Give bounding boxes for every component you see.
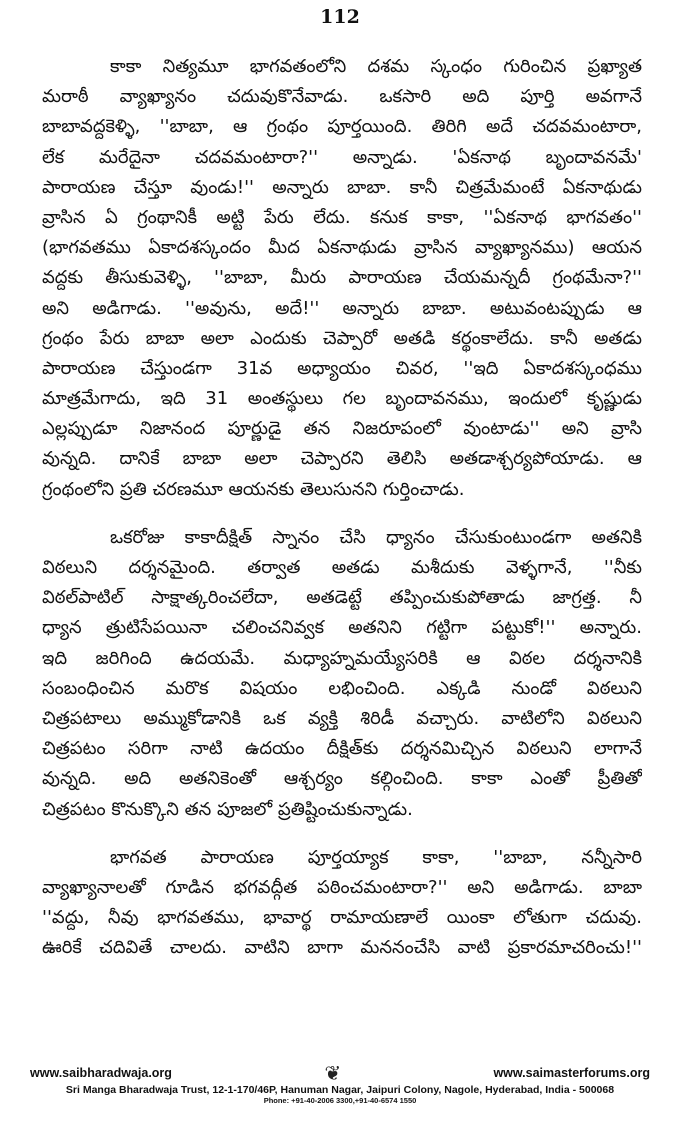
text-line: ఎల్లప్పుడూ నిజానంద పూర్ణుడై తన నిజరూపంలో వుంటాడు'' అని వ్రాసి — [42, 418, 642, 440]
paragraph — [42, 523, 642, 825]
paragraph — [42, 843, 642, 964]
text-line: ధ్యాన త్రుటిసేపయినా చలించనివ్వక అతనిని గట్టిగా పట్టుకో!'' అన్నారు. — [42, 617, 642, 639]
text-line: ఊరికే చదివితే చాలదు. వాటిని బాగా మననంచేసి వాటి ప్రకారమాచరించు!'' — [42, 937, 642, 959]
text-line: వున్నది. అది అతనికెంతో ఆశ్చర్యం కల్గించింది. కాకా ఎంతో ప్రీతితో — [42, 768, 642, 790]
text-line: పారాయణ చేస్తూ వుండు!'' అన్నారు బాబా. కానీ చిత్రమేమంటే ఏకనాథుడు — [42, 176, 642, 198]
text-line: ఇది జరిగింది ఉదయమే. మధ్యాహ్నమయ్యేసరికి ఆ విఠల దర్శనానికి — [42, 647, 642, 669]
text-line: గ్రంథంలోని ప్రతి చరణమూ ఆయనకు తెలుసునని గుర్తించాడు. — [42, 478, 465, 500]
text-line: ''వద్దు, నీవు భాగవతము, భావార్థ రామాయణాలే యింకా లోతుగా చదువు. — [42, 907, 642, 929]
text-line: చిత్రపటాలు అమ్ముకోడానికి ఒక వ్యక్తి శిరిడీ వచ్చారు. వాటిలోని విఠలుని — [42, 707, 642, 729]
text-line: గ్రంథం పేరు బాబా అలా ఎందుకు చెప్పారో అతడి కర్థంకాలేదు. కానీ అతడు — [42, 327, 642, 349]
page-number: 112 — [320, 6, 360, 28]
page-footer — [30, 1062, 650, 1106]
page-body — [42, 52, 642, 963]
text-line: మరాఠీ వ్యాఖ్యానం చదువుకొనేవాడు. ఒకసారి అది పూర్తి అవగానే — [42, 86, 642, 108]
paragraph — [42, 52, 642, 505]
text-line: చిత్రపటం సరిగా నాటి ఉదయం దీక్షిత్‌కు దర్శనమిచ్చిన విఠలుని లాగానే — [42, 738, 642, 760]
text-line: పారాయణ చేస్తుండగా 31వ అధ్యాయం చివర, ''ఇది ఏకాదశస్కంధము — [42, 357, 642, 379]
text-line: వ్యాఖ్యానాలతో గూడిన భగవద్గీత పఠించమంటారా?'' అని అడిగాడు. బాబా — [42, 876, 642, 898]
text-line: మాత్రమేగాదు, ఇది 31 అంతస్థులు గల బృందావనము, ఇందులో కృష్ణుడు — [42, 388, 642, 410]
footer-links — [30, 1062, 650, 1084]
text-line: భాగవత పారాయణ పూర్తయ్యాక కాకా, ''బాబా, నన్నీసారి — [110, 846, 642, 868]
left-site-link[interactable]: www.saibharadwaja.org — [30, 1066, 172, 1080]
ornament-icon: ❦ — [324, 1061, 342, 1085]
text-line: అని అడిగాడు. ''అవును, అదే!'' అన్నారు బాబా. అటువంటప్పుడు ఆ — [42, 297, 642, 319]
text-line: లేక మరేదైనా చదవమంటారా?'' అన్నాడు. 'ఏకనాథ బృందావనమే' — [42, 146, 642, 168]
text-line: సంబంధించిన మరొక విషయం లభించింది. ఎక్కడి నుండో విఠలుని — [42, 677, 642, 699]
text-line: కాకా నిత్యమూ భాగవతంలోని దశమ స్కంధం గురించిన ప్రఖ్యాత — [110, 56, 642, 77]
publisher-phone: Phone: +91-40-2006 3300,+91-40-6574 1550 — [263, 1096, 417, 1105]
text-line: వ్రాసిన ఏ గ్రంథానికీ అట్టి పేరు లేదు. కనుక కాకా, ''ఏకనాథ భాగవతం'' — [42, 206, 642, 228]
text-line: వద్దకు తీసుకువెళ్ళి, ''బాబా, మీరు పారాయణ చేయమన్నదీ గ్రంథమేనా?'' — [42, 267, 642, 289]
text-line: విఠల్‌పాటిల్ సాక్షాత్కరించలేదా, అతడెట్టే తప్పించుకుపోతాడు జాగ్రత్త. నీ — [42, 587, 642, 609]
text-line: బాబావద్దకెళ్ళి, ''బాబా, ఆ గ్రంథం పూర్తయింది. తిరిగి అదే చదవమంటారా, — [42, 116, 642, 138]
publisher-address: Sri Manga Bharadwaja Trust, 12-1-170/46P, Hanuman Nagar, Jaipuri Colony, Nagole, Hyderabad, India - 500068 — [65, 1084, 615, 1096]
text-line: చిత్రపటం కొనుక్కొని తన పూజలో ప్రతిష్టించుకున్నాడు. — [42, 798, 413, 820]
text-line: ఒకరోజు కాకాదీక్షిత్ స్నానం చేసి ధ్యానం చేసుకుంటుండగా అతనికి — [110, 526, 642, 548]
text-line: వున్నది. దానికే బాబా అలా చెప్పారని తెలిసి అతడాశ్చర్యపోయాడు. ఆ — [42, 448, 642, 470]
right-site-link[interactable]: www.saimasterforums.org — [493, 1066, 650, 1080]
text-line: విఠలుని దర్శనమైంది. తర్వాత అతడు మశీదుకు వెళ్ళగానే, ''నీకు — [42, 557, 642, 578]
text-line: (భాగవతము ఏకాదశస్కందం మీద ఏకనాథుడు వ్రాసిన వ్యాఖ్యానము) ఆయన — [42, 237, 642, 259]
